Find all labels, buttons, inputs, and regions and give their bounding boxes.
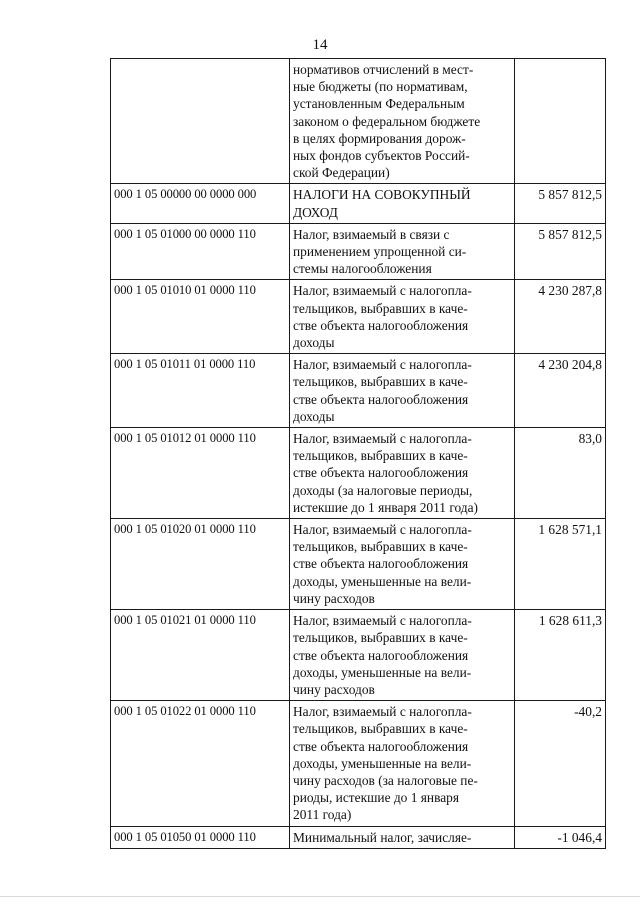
name-line: Налог, взимаемый с налогопла- [293,283,472,299]
revenue-code-cell: 000 1 05 01022 01 0000 110 [111,701,290,826]
table-row [111,610,606,701]
name-line: ные бюджеты (по нормативам, [293,79,468,95]
table-row [111,59,606,184]
revenue-name-cell [290,826,515,848]
revenue-code-cell: 000 1 05 01000 00 0000 110 [111,223,290,280]
name-line: ных фондов субъектов Россий- [293,148,470,164]
table-row [111,223,606,280]
name-line: применением упрощенной си- [293,244,467,260]
name-line: стемы налогообложения [293,261,432,277]
amount-cell: 4 230 287,8 [515,280,606,354]
amount-cell: 1 628 571,1 [515,519,606,610]
amount-cell: 4 230 204,8 [515,354,606,428]
revenue-name-cell [290,280,515,354]
revenue-code-cell: 000 1 05 01012 01 0000 110 [111,428,290,519]
revenue-name-cell [290,519,515,610]
amount-cell: -40,2 [515,701,606,826]
name-line: доходы [293,335,335,351]
name-line: истекшие до 1 января 2011 года) [293,499,479,515]
name-line: стве объекта налогообложения [293,556,469,572]
revenue-code-cell: 000 1 05 01021 01 0000 110 [111,610,290,701]
name-line: нормативов отчислений в мест- [293,62,474,77]
name-line: доходы [293,408,335,424]
name-line: стве объекта налогообложения [293,738,469,754]
name-line: тельщиков, выбравших в каче- [293,300,468,316]
revenue-code-cell: 000 1 05 01050 01 0000 110 [111,826,290,848]
name-line: Налог, взимаемый с налогопла- [293,522,472,538]
name-line: доходы, уменьшенные на вели- [293,573,472,589]
revenue-name-cell [290,701,515,826]
revenue-name-cell [290,354,515,428]
revenue-code-cell [111,59,290,184]
name-line: доходы (за налоговые периоды, [293,482,473,498]
name-line: тельщиков, выбравших в каче- [293,630,468,646]
name-line: ской Федерации) [293,165,390,181]
amount-cell: 5 857 812,5 [515,223,606,280]
table-row [111,354,606,428]
name-line: 2011 года) [293,807,352,823]
name-line: доходы, уменьшенные на вели- [293,664,472,680]
name-line: стве объекта налогообложения [293,465,469,481]
table-row [111,184,606,223]
name-line: в целях формирования дорож- [293,130,466,146]
name-line: чину расходов [293,681,375,697]
revenue-code-cell: 000 1 05 01010 01 0000 110 [111,280,290,354]
table-row [111,428,606,519]
name-line: законом о федеральном бюджете [293,113,481,129]
revenue-name-cell [290,610,515,701]
name-line: тельщиков, выбравших в каче- [293,721,468,737]
name-line: Налог, взимаемый с налогопла- [293,613,472,629]
amount-cell: 83,0 [515,428,606,519]
name-line: Налог, взимаемый с налогопла- [293,431,472,447]
name-line: Налог, взимаемый с налогопла- [293,357,472,373]
revenue-code-cell: 000 1 05 01011 01 0000 110 [111,354,290,428]
page-bottom-edge [0,896,640,897]
name-line: Налог, взимаемый в связи с [293,226,450,242]
name-line: стве объекта налогообложения [293,647,469,663]
name-line: тельщиков, выбравших в каче- [293,374,468,390]
name-line: ДОХОД [293,204,338,220]
amount-cell: 1 628 611,3 [515,610,606,701]
table-row [111,519,606,610]
revenue-code-cell: 000 1 05 00000 00 0000 000 [111,184,290,223]
table-row [111,701,606,826]
revenue-name-cell [290,223,515,280]
amount-cell: 5 857 812,5 [515,184,606,223]
revenue-code-cell: 000 1 05 01020 01 0000 110 [111,519,290,610]
name-line: НАЛОГИ НА СОВОКУПНЫЙ [293,187,471,203]
name-line: риоды, истекшие до 1 января [293,790,460,806]
name-line: установленным Федеральным [293,96,465,112]
revenue-name-cell [290,59,515,184]
budget-revenue-table [110,58,606,849]
name-line: чину расходов (за налоговые пе- [293,772,478,788]
name-line: Минимальный налог, зачисляе- [293,829,472,845]
revenue-name-cell [290,428,515,519]
page-number: 14 [312,37,328,53]
amount-cell: -1 046,4 [515,826,606,848]
name-line: тельщиков, выбравших в каче- [293,448,468,464]
revenue-name-cell [290,184,515,223]
table-row [111,826,606,848]
name-line: чину расходов [293,590,375,606]
name-line: тельщиков, выбравших в каче- [293,539,468,555]
amount-cell [515,59,606,184]
table-body [111,59,606,849]
name-line: Налог, взимаемый с налогопла- [293,704,472,720]
name-line: стве объекта налогообложения [293,317,469,333]
name-line: стве объекта налогообложения [293,391,469,407]
table-row [111,280,606,354]
name-line: доходы, уменьшенные на вели- [293,755,472,771]
